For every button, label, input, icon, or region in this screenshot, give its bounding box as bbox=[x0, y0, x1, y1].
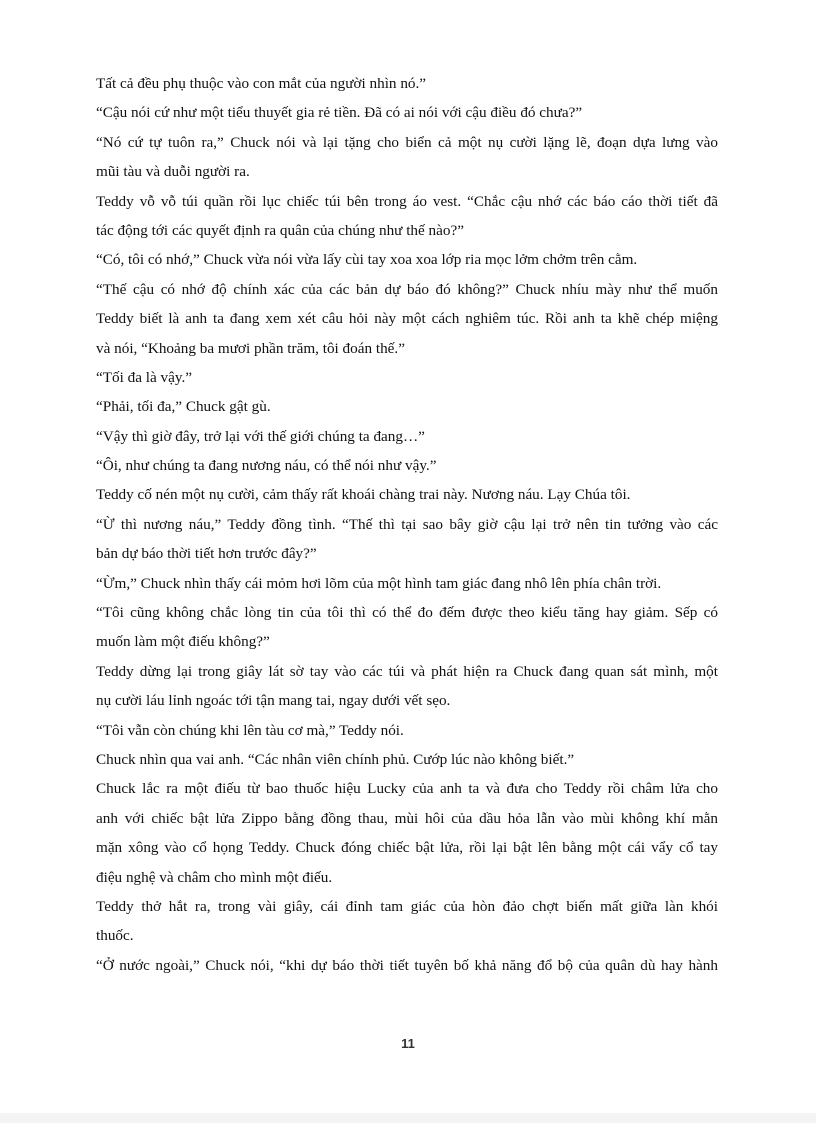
text-line: và nói, “Khoảng ba mươi phần trăm, tôi đoán thế.” bbox=[96, 339, 405, 357]
text-line: “Tôi cũng không chắc lòng tin của tôi thì có thể đo đếm được theo kiểu tăng hay giảm. Sếp có bbox=[96, 604, 718, 622]
text-line: mặn xông vào cổ họng Teddy. Chuck đóng chiếc bật lửa, rồi lại bật lên bằng một cái vẩy cổ tay bbox=[96, 839, 718, 857]
text-line: “Ở nước ngoài,” Chuck nói, “khi dự báo thời tiết tuyên bố khả năng đổ bộ của quân dù hay hành bbox=[96, 956, 718, 974]
text-line: “Nó cứ tự tuôn ra,” Chuck nói và lại tặng cho biển cả một nụ cười lặng lẽ, đoạn dựa lưng vào bbox=[96, 133, 718, 151]
text-line: “Vậy thì giờ đây, trở lại với thế giới chúng ta đang…” bbox=[96, 427, 425, 445]
text-line: Chuck nhìn qua vai anh. “Các nhân viên chính phủ. Cướp lúc nào không biết.” bbox=[96, 750, 575, 768]
text-line: Teddy dừng lại trong giây lát sờ tay vào các túi và phát hiện ra Chuck đang quan sát mình, một bbox=[96, 662, 718, 680]
text-line: thuốc. bbox=[96, 927, 134, 945]
text-line: “Thế cậu có nhớ độ chính xác của các bản dự báo đó không?” Chuck nhíu mày như thể muốn bbox=[96, 280, 718, 298]
page-number: 11 bbox=[401, 1036, 415, 1051]
text-line: nụ cười láu lỉnh ngoác tới tận mang tai, ngay dưới vết sẹo. bbox=[96, 692, 451, 710]
text-line: “Ôi, như chúng ta đang nương náu, có thể nói như vậy.” bbox=[96, 457, 437, 475]
text-line: Tất cả đều phụ thuộc vào con mắt của người nhìn nó.” bbox=[96, 75, 427, 92]
text-line: Teddy thở hắt ra, trong vài giây, cái đỉnh tam giác của hòn đảo chợt biến mất giữa làn khói bbox=[96, 897, 718, 915]
text-line: “Tôi vẫn còn chúng khi lên tàu cơ mà,” Teddy nói. bbox=[96, 721, 404, 739]
page-bottom-edge bbox=[0, 1113, 816, 1123]
text-line: điệu nghệ và châm cho mình một điếu. bbox=[96, 868, 333, 886]
text-line: bản dự báo thời tiết hơn trước đây?” bbox=[96, 545, 317, 563]
body-text bbox=[96, 69, 718, 980]
text-line: Teddy vỗ vỗ túi quần rồi lục chiếc túi bên trong áo vest. “Chắc cậu nhớ các báo cáo thời tiết đã bbox=[96, 192, 718, 210]
text-line: Chuck lắc ra một điếu từ bao thuốc hiệu Lucky của anh ta và đưa cho Teddy rồi châm lửa cho bbox=[96, 780, 718, 798]
text-line: mũi tàu và duỗi người ra. bbox=[96, 163, 250, 181]
text-line: “Ừm,” Chuck nhìn thấy cái mỏm hơi lõm của một hình tam giác đang nhô lên phía chân trời. bbox=[96, 574, 662, 592]
text-line: anh với chiếc bật lửa Zippo bằng đồng thau, mùi hôi của dầu hỏa lẫn vào mùi không khí mằn bbox=[96, 809, 718, 827]
text-line: Teddy cố nén một nụ cười, cảm thấy rất khoái chàng trai này. Nương náu. Lạy Chúa tôi. bbox=[96, 486, 631, 504]
text-line: Teddy biết là anh ta đang xem xét câu hỏi này một cách nghiêm túc. Rồi anh ta khẽ chép miệng bbox=[96, 310, 718, 328]
text-line: “Có, tôi có nhớ,” Chuck vừa nói vừa lấy cùi tay xoa xoa lớp ria mọc lởm chởm trên cằm. bbox=[96, 251, 638, 269]
text-line: “Tối đa là vậy.” bbox=[96, 368, 192, 386]
text-line: “Cậu nói cứ như một tiểu thuyết gia rẻ tiền. Đã có ai nói với cậu điều đó chưa?” bbox=[96, 104, 583, 122]
text-line: tác động tới các quyết định ra quân của chúng như thế nào?” bbox=[96, 221, 464, 239]
text-line: muốn làm một điếu không?” bbox=[96, 633, 270, 651]
text-line: “Ừ thì nương náu,” Teddy đồng tình. “Thế thì tại sao bây giờ cậu lại trở nên tin tưởng vào các bbox=[96, 515, 718, 533]
text-line: “Phải, tối đa,” Chuck gật gù. bbox=[96, 398, 271, 416]
